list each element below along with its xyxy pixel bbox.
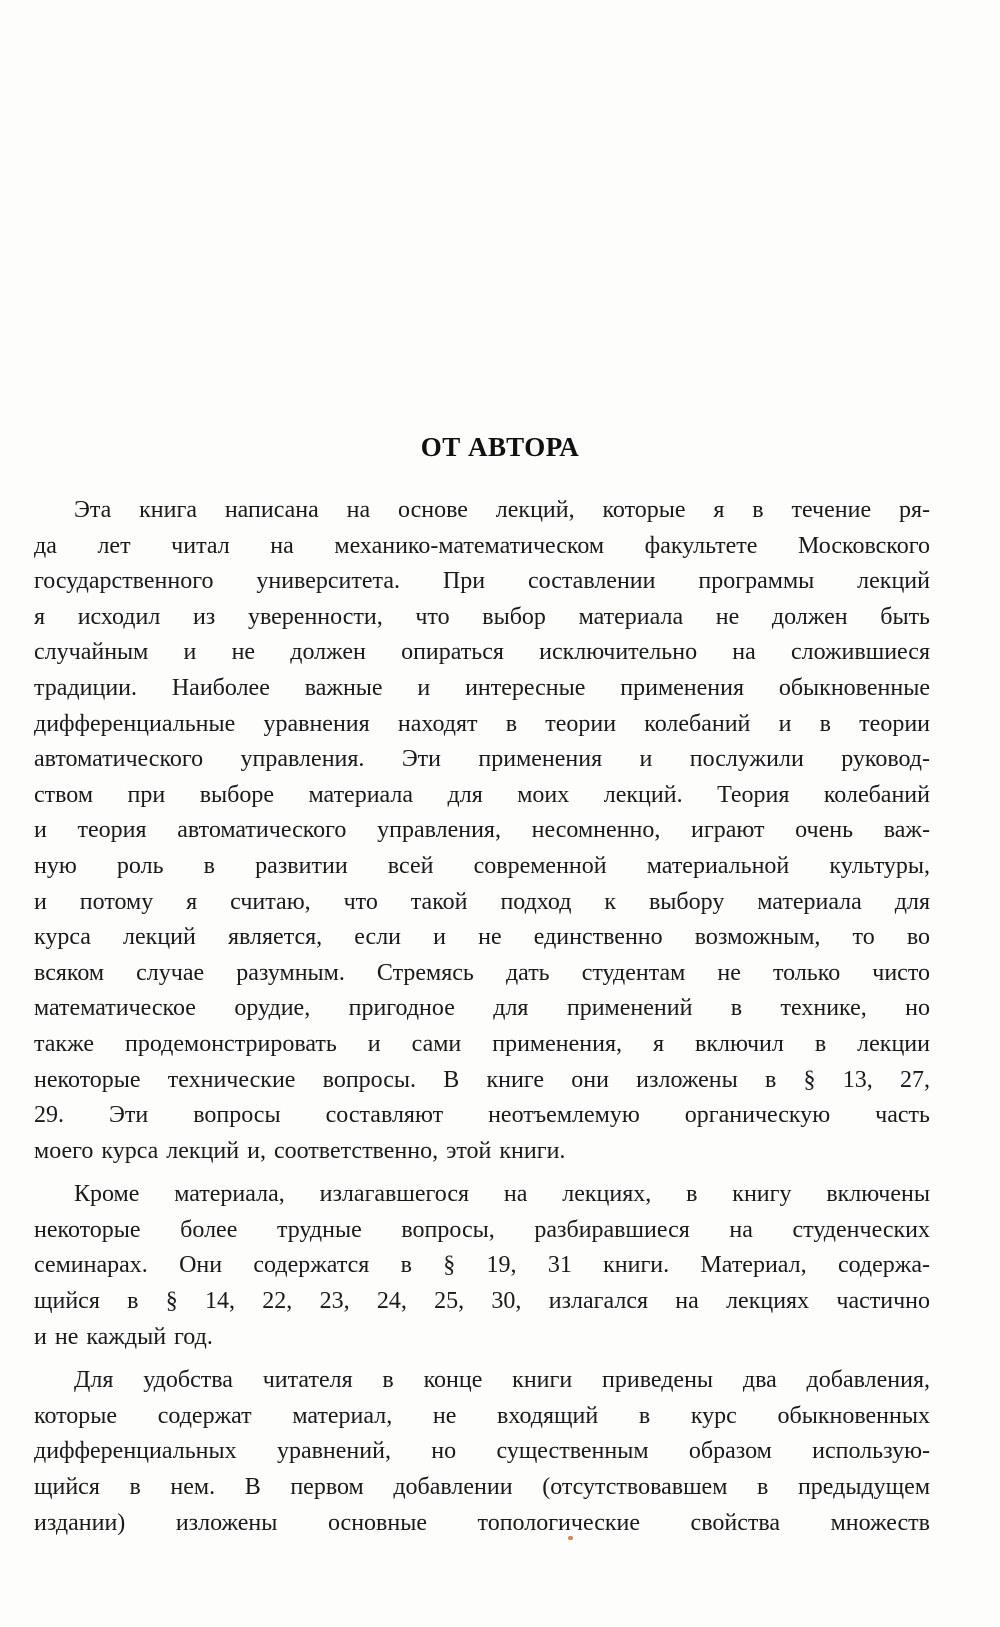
text-line: моего курса лекций и, соответственно, этой книги.: [34, 1137, 566, 1164]
paragraph-2: [34, 1177, 930, 1355]
text-line: ством при выборе материала для моих лекций. Теория колебаний: [34, 781, 930, 808]
text-line: автоматического управления. Эти применения и послужили руковод-: [34, 746, 930, 773]
text-line: случайным и не должен опираться исключительно на сложившиеся: [34, 639, 930, 666]
text-line: и потому я считаю, что такой подход к выбору материала для: [34, 888, 930, 915]
paragraph-1: [34, 493, 930, 1169]
text-line: я исходил из уверенности, что выбор материала не должен быть: [34, 603, 930, 630]
text-line: которые содержат материал, не входящий в курс обыкновенных: [34, 1402, 930, 1429]
text-line: 29. Эти вопросы составляют неотъемлемую органическую часть: [34, 1102, 930, 1129]
text-line: также продемонстрировать и сами применения, я включил в лекции: [34, 1030, 930, 1057]
text-line: щийся в нем. В первом добавлении (отсутствовавшем в предыдущем: [34, 1474, 930, 1501]
text-line: государственного университета. При составлении программы лекций: [34, 568, 930, 595]
text-line: и теория автоматического управления, несомненно, играют очень важ-: [34, 817, 930, 844]
text-line: да лет читал на механико-математическом факультете Московского: [34, 532, 930, 559]
text-line: математическое орудие, пригодное для применений в технике, но: [34, 995, 930, 1022]
text-line: некоторые технические вопросы. В книге они изложены в § 13, 27,: [34, 1066, 930, 1093]
text-line: всяком случае разумным. Стремясь дать студентам не только чисто: [34, 959, 930, 986]
text-line: издании) изложены основные топологические свойства множеств: [34, 1509, 930, 1536]
text-line: Эта книга написана на основе лекций, которые я в течение ря-: [74, 497, 930, 523]
ink-speck: [568, 1536, 573, 1540]
text-line: дифференциальные уравнения находят в теории колебаний и в теории: [34, 710, 930, 737]
text-line: щийся в § 14, 22, 23, 24, 25, 30, излагался на лекциях частично: [34, 1288, 930, 1315]
text-line: Кроме материала, излагавшегося на лекциях, в книгу включены: [74, 1181, 930, 1208]
paragraph-3: [34, 1363, 930, 1541]
text-line: Для удобства читателя в конце книги приведены два добавления,: [74, 1367, 930, 1394]
page-title: ОТ АВТОРА: [420, 432, 580, 462]
text-line: ную роль в развитии всей современной материальной культуры,: [34, 852, 930, 879]
text-line: дифференциальных уравнений, но существенным образом использую-: [34, 1438, 930, 1465]
text-line: курса лекций является, если и не единственно возможным, то во: [34, 924, 930, 951]
text-line: и не каждый год.: [34, 1323, 213, 1350]
text-line: традиции. Наиболее важные и интересные применения обыкновенные: [34, 674, 930, 701]
text-line: некоторые более трудные вопросы, разбиравшиеся на студенческих: [34, 1216, 930, 1243]
body-text: [34, 493, 930, 1549]
text-line: семинарах. Они содержатся в § 19, 31 книги. Материал, содержа-: [34, 1252, 930, 1279]
